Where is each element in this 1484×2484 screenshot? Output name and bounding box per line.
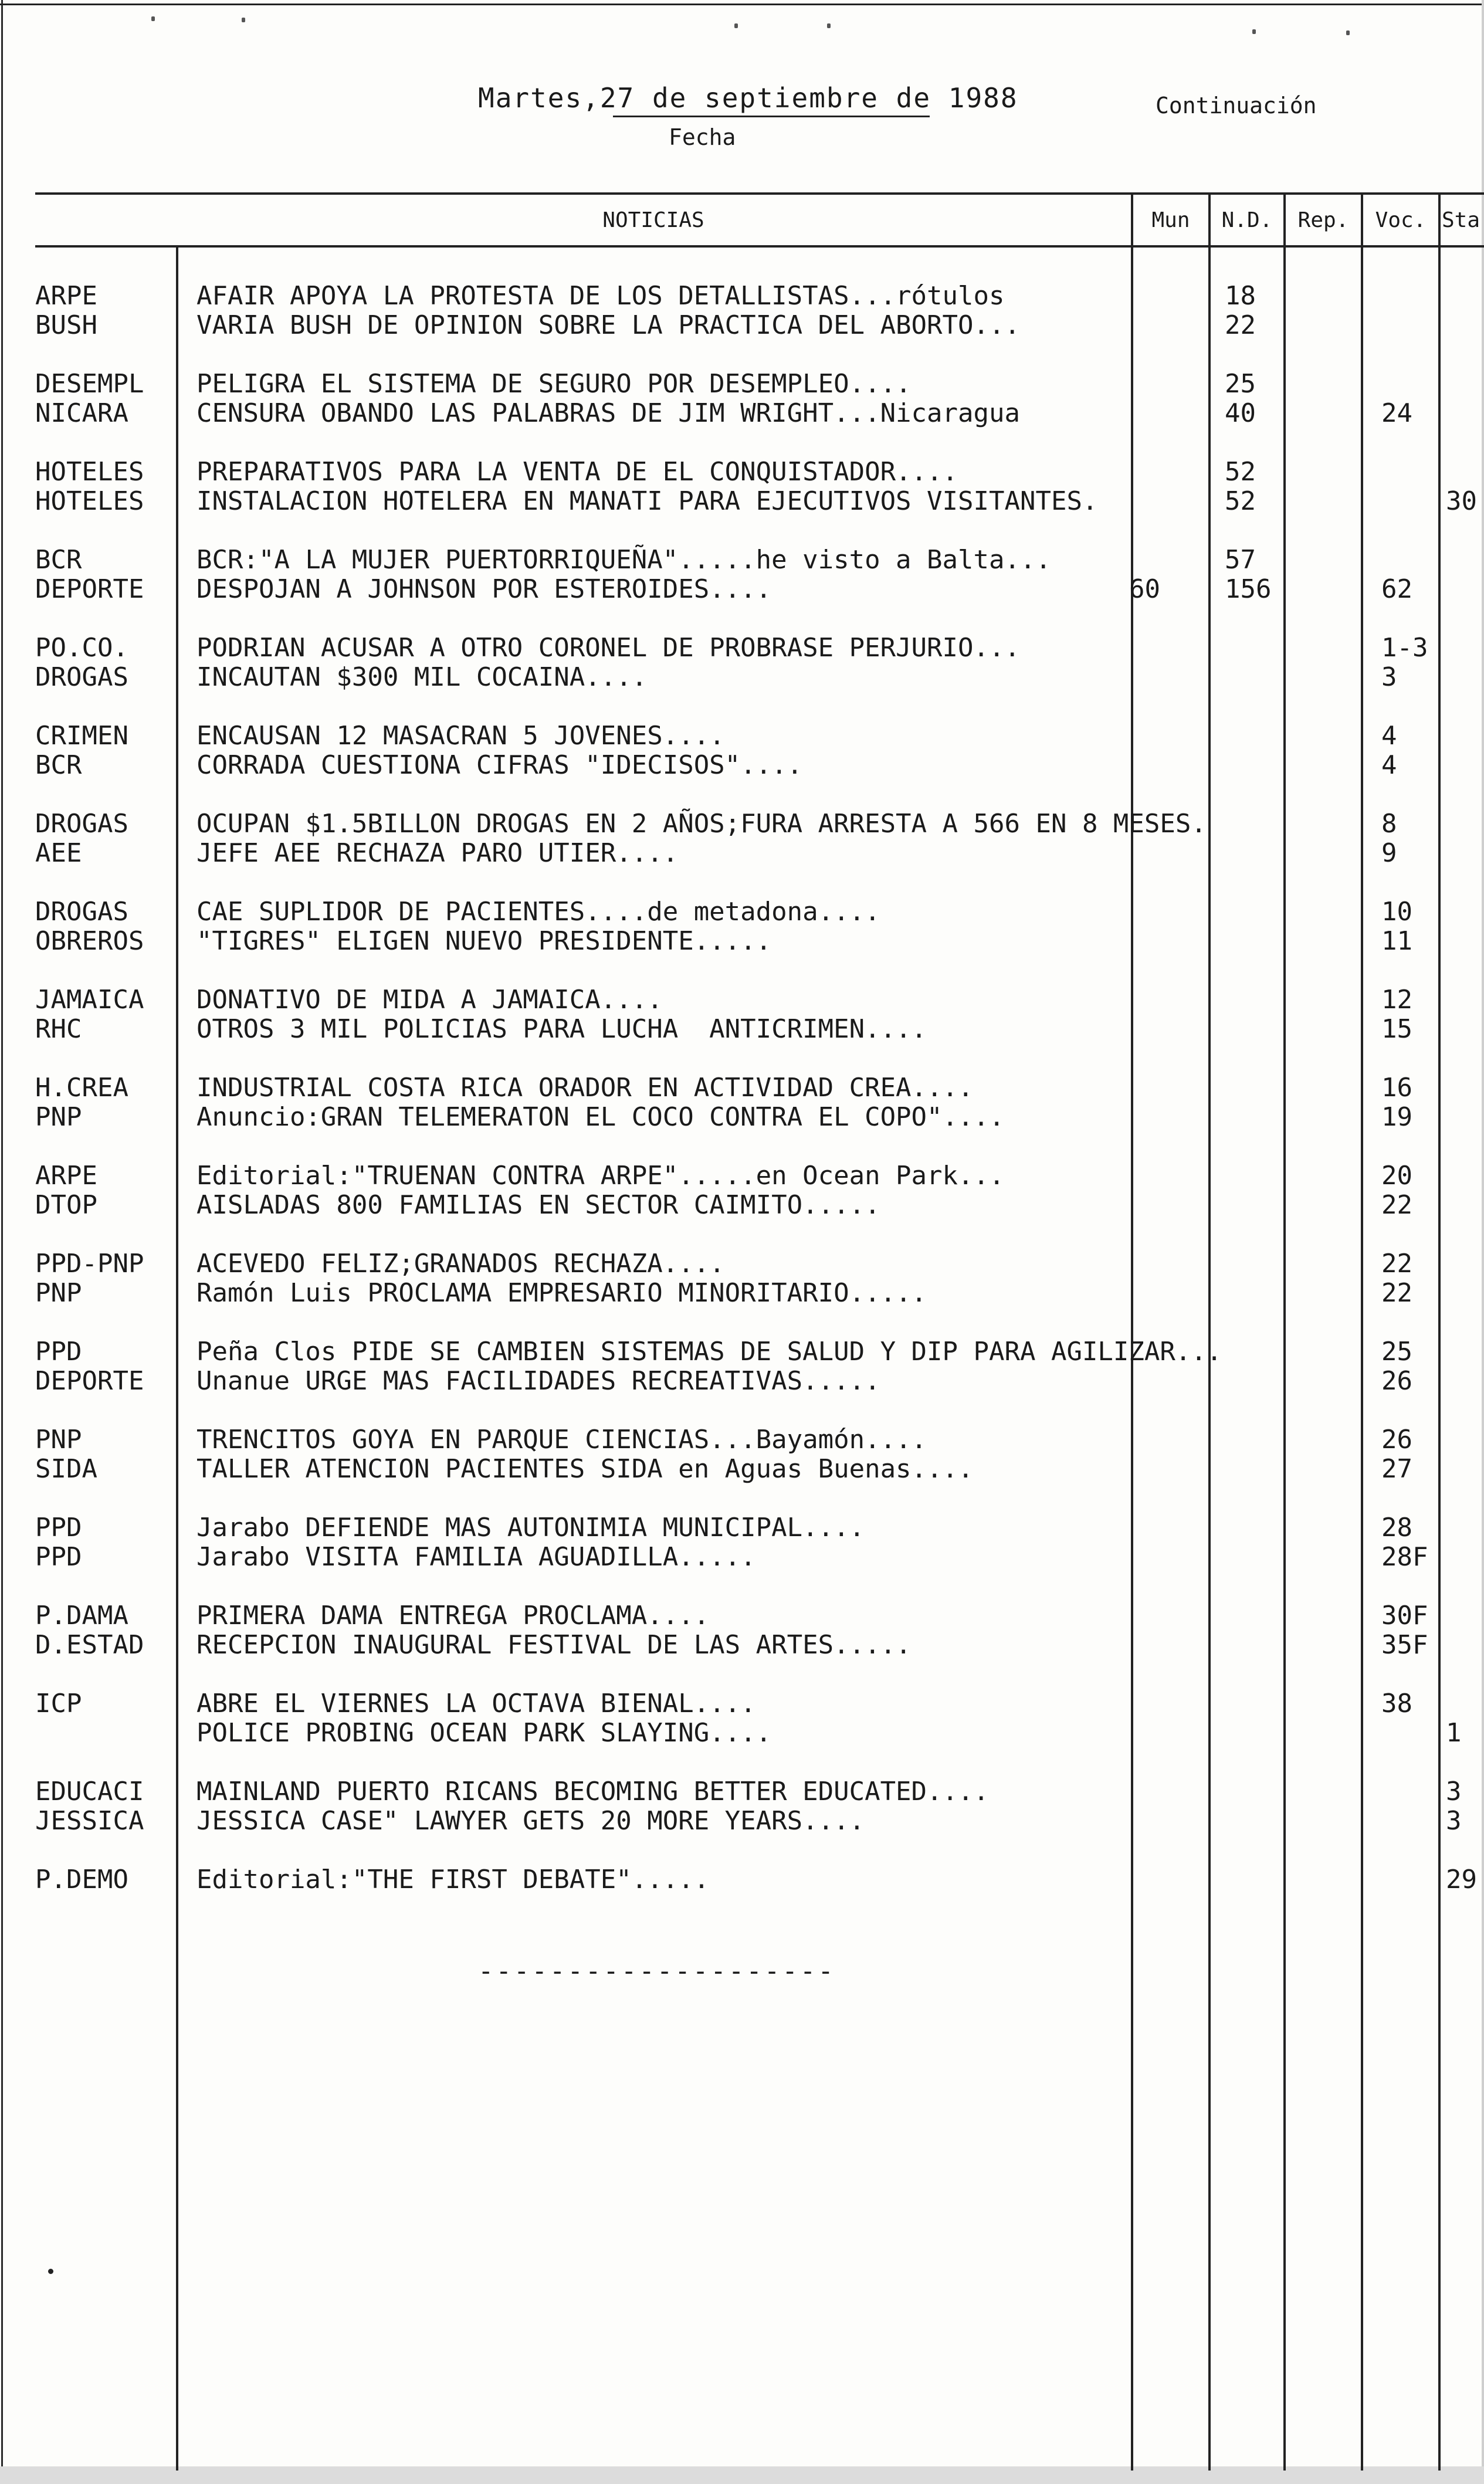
- section-tag: JAMAICA: [35, 985, 144, 1015]
- section-tag: CRIMEN: [35, 721, 128, 751]
- section-tag: PPD: [35, 1513, 82, 1543]
- section-tag: DEPORTE: [35, 1366, 144, 1396]
- headline: ENCAUSAN 12 MASACRAN 5 JOVENES....: [196, 721, 725, 751]
- headline: PREPARATIVOS PARA LA VENTA DE EL CONQUISTADOR....: [196, 457, 958, 487]
- headline: AFAIR APOYA LA PROTESTA DE LOS DETALLISTAS...rótulos: [196, 281, 1005, 311]
- nd-page: 22: [1225, 310, 1256, 340]
- headline: TALLER ATENCION PACIENTES SIDA en Aguas Buenas....: [196, 1454, 974, 1484]
- headline: Jarabo VISITA FAMILIA AGUADILLA.....: [196, 1542, 756, 1572]
- voc-page: 20: [1381, 1161, 1412, 1191]
- punch-mark: [242, 18, 245, 22]
- section-tag: BCR: [35, 750, 82, 780]
- voc-page: 25: [1381, 1337, 1412, 1367]
- table-top-rule: [35, 192, 1484, 195]
- page-right-edge: [1482, 0, 1484, 2484]
- section-tag: DROGAS: [35, 897, 128, 927]
- headline: Peña Clos PIDE SE CAMBIEN SISTEMAS DE SALUD Y DIP PARA AGILIZAR...: [196, 1337, 1222, 1367]
- voc-page: 28F: [1381, 1542, 1428, 1572]
- nd-page: 57: [1225, 545, 1256, 575]
- headline: MAINLAND PUERTO RICANS BECOMING BETTER EDUCATED....: [196, 1777, 990, 1807]
- headline: DONATIVO DE MIDA A JAMAICA....: [196, 985, 663, 1015]
- headline: OTROS 3 MIL POLICIAS PARA LUCHA ANTICRIMEN....: [196, 1014, 927, 1044]
- section-tag: BUSH: [35, 310, 97, 340]
- voc-page: 38: [1381, 1689, 1412, 1719]
- headline: INCAUTAN $300 MIL COCAINA....: [196, 662, 648, 692]
- nd-header: N.D.: [1221, 208, 1273, 232]
- section-tag: NICARA: [35, 398, 128, 428]
- section-tag: ARPE: [35, 1161, 97, 1191]
- nd-page: 25: [1225, 369, 1256, 399]
- voc-page: 30F: [1381, 1601, 1428, 1631]
- rep-header: Rep.: [1297, 208, 1349, 232]
- headline: BCR:"A LA MUJER PUERTORRIQUEÑA".....he visto a Balta...: [196, 545, 1051, 575]
- headline: OCUPAN $1.5BILLON DROGAS EN 2 AÑOS;FURA ARRESTA A 566 EN 8 MESES.: [196, 809, 1207, 839]
- mun-page: 60: [1129, 574, 1160, 604]
- headline: POLICE PROBING OCEAN PARK SLAYING....: [196, 1718, 772, 1748]
- sta-page: 29: [1446, 1865, 1477, 1895]
- section-tag: DROGAS: [35, 662, 128, 692]
- headline: Editorial:"THE FIRST DEBATE".....: [196, 1865, 710, 1895]
- section-tag: PNP: [35, 1278, 82, 1308]
- sta-page: 3: [1446, 1806, 1462, 1836]
- headline: TRENCITOS GOYA EN PARQUE CIENCIAS...Bayamón....: [196, 1425, 927, 1455]
- page-top-edge: [0, 4, 1484, 5]
- section-tag: BCR: [35, 545, 82, 575]
- voc-page: 1-3: [1381, 633, 1428, 663]
- headline: CENSURA OBANDO LAS PALABRAS DE JIM WRIGHT...Nicaragua: [196, 398, 1020, 428]
- voc-page: 24: [1381, 398, 1412, 428]
- voc-page: 26: [1381, 1366, 1412, 1396]
- punch-mark: [151, 16, 155, 21]
- section-tag: PPD: [35, 1337, 82, 1367]
- voc-column-divider: [1361, 192, 1363, 2471]
- nd-page: 52: [1225, 457, 1256, 487]
- headline: Editorial:"TRUENAN CONTRA ARPE".....en Ocean Park...: [196, 1161, 1005, 1191]
- headline: CAE SUPLIDOR DE PACIENTES....de metadona....: [196, 897, 880, 927]
- section-tag: ICP: [35, 1689, 82, 1719]
- section-tag: DEPORTE: [35, 574, 144, 604]
- headline: INDUSTRIAL COSTA RICA ORADOR EN ACTIVIDAD CREA....: [196, 1073, 974, 1103]
- section-tag: DROGAS: [35, 809, 128, 839]
- date-label: Fecha: [669, 124, 736, 150]
- nd-page: 156: [1225, 574, 1272, 604]
- headline: AISLADAS 800 FAMILIAS EN SECTOR CAIMITO.....: [196, 1190, 880, 1220]
- headline: PODRIAN ACUSAR A OTRO CORONEL DE PROBRASE PERJURIO...: [196, 633, 1020, 663]
- sta-page: 1: [1446, 1718, 1462, 1748]
- voc-page: 22: [1381, 1278, 1412, 1308]
- section-tag: H.CREA: [35, 1073, 128, 1103]
- sta-page: 30: [1446, 486, 1477, 516]
- tag-column-divider: [176, 248, 178, 2471]
- rep-column-divider: [1283, 192, 1286, 2471]
- nd-column-divider: [1208, 192, 1211, 2471]
- section-tag: AEE: [35, 838, 82, 868]
- voc-page: 19: [1381, 1102, 1412, 1132]
- section-tag: HOTELES: [35, 457, 144, 487]
- headline: JESSICA CASE" LAWYER GETS 20 MORE YEARS....: [196, 1806, 865, 1836]
- section-tag: PO.CO.: [35, 633, 128, 663]
- section-tag: ARPE: [35, 281, 97, 311]
- section-tag: DESEMPL: [35, 369, 144, 399]
- voc-page: 4: [1381, 721, 1397, 751]
- table-header-rule: [35, 245, 1484, 248]
- punch-mark: [734, 23, 738, 28]
- punch-mark: [827, 23, 831, 28]
- headline: Ramón Luis PROCLAMA EMPRESARIO MINORITARIO.....: [196, 1278, 927, 1308]
- headline: Jarabo DEFIENDE MAS AUTONIMIA MUNICIPAL....: [196, 1513, 865, 1543]
- voc-page: 62: [1381, 574, 1412, 604]
- voc-page: 12: [1381, 985, 1412, 1015]
- nd-page: 40: [1225, 398, 1256, 428]
- mun-header: Mun: [1151, 208, 1190, 232]
- section-tag: D.ESTAD: [35, 1630, 144, 1660]
- section-tag: PNP: [35, 1425, 82, 1455]
- sta-header: Sta: [1442, 208, 1480, 232]
- headline: INSTALACION HOTELERA EN MANATI PARA EJECUTIVOS VISITANTES.: [196, 486, 1098, 516]
- page-left-edge: [1, 0, 3, 2484]
- sta-page: 3: [1446, 1777, 1462, 1807]
- headline: Anuncio:GRAN TELEMERATON EL COCO CONTRA EL COPO"....: [196, 1102, 1005, 1132]
- section-tag: PPD-PNP: [35, 1249, 144, 1279]
- section-tag: HOTELES: [35, 486, 144, 516]
- headline: RECEPCION INAUGURAL FESTIVAL DE LAS ARTES.....: [196, 1630, 912, 1660]
- headline: Unanue URGE MAS FACILIDADES RECREATIVAS.....: [196, 1366, 880, 1396]
- voc-page: 26: [1381, 1425, 1412, 1455]
- punch-mark: [1252, 29, 1256, 34]
- date-underline: [613, 116, 930, 117]
- section-tag: JESSICA: [35, 1806, 144, 1836]
- section-tag: DTOP: [35, 1190, 97, 1220]
- headline: PRIMERA DAMA ENTREGA PROCLAMA....: [196, 1601, 710, 1631]
- headline: "TIGRES" ELIGEN NUEVO PRESIDENTE.....: [196, 926, 772, 956]
- headline: ACEVEDO FELIZ;GRANADOS RECHAZA....: [196, 1249, 725, 1279]
- headline: PELIGRA EL SISTEMA DE SEGURO POR DESEMPLEO....: [196, 369, 912, 399]
- continuation-label: Continuación: [1156, 93, 1317, 118]
- section-tag: EDUCACI: [35, 1777, 144, 1807]
- voc-page: 22: [1381, 1249, 1412, 1279]
- headline: CORRADA CUESTIONA CIFRAS "IDECISOS"....: [196, 750, 803, 780]
- voc-page: 16: [1381, 1073, 1412, 1103]
- section-tag: SIDA: [35, 1454, 97, 1484]
- headline: VARIA BUSH DE OPINION SOBRE LA PRACTICA DEL ABORTO...: [196, 310, 1020, 340]
- voc-page: 35F: [1381, 1630, 1428, 1660]
- punch-mark: [1346, 31, 1350, 35]
- section-tag: PNP: [35, 1102, 82, 1132]
- mun-column-divider: [1131, 192, 1133, 2471]
- end-separator: --------------------: [478, 1956, 836, 1986]
- voc-page: 4: [1381, 750, 1397, 780]
- voc-page: 3: [1381, 662, 1397, 692]
- voc-header: Voc.: [1375, 208, 1427, 232]
- section-tag: PPD: [35, 1542, 82, 1572]
- voc-page: 28: [1381, 1513, 1412, 1543]
- sta-column-divider: [1438, 192, 1441, 2471]
- section-tag: RHC: [35, 1014, 82, 1044]
- nd-page: 52: [1225, 486, 1256, 516]
- voc-page: 10: [1381, 897, 1412, 927]
- headline: DESPOJAN A JOHNSON POR ESTEROIDES....: [196, 574, 772, 604]
- noticias-header: NOTICIAS: [602, 208, 704, 232]
- headline: JEFE AEE RECHAZA PARO UTIER....: [196, 838, 679, 868]
- section-tag: P.DAMA: [35, 1601, 128, 1631]
- ink-speck: [48, 2269, 53, 2274]
- voc-page: 9: [1381, 838, 1397, 868]
- voc-page: 27: [1381, 1454, 1412, 1484]
- voc-page: 22: [1381, 1190, 1412, 1220]
- voc-page: 11: [1381, 926, 1412, 956]
- voc-page: 8: [1381, 809, 1397, 839]
- section-tag: OBREROS: [35, 926, 144, 956]
- nd-page: 18: [1225, 281, 1256, 311]
- page-bottom-edge: [0, 2466, 1484, 2484]
- date-heading: Martes,27 de septiembre de 1988: [478, 82, 1018, 114]
- section-tag: P.DEMO: [35, 1865, 128, 1895]
- voc-page: 15: [1381, 1014, 1412, 1044]
- headline: ABRE EL VIERNES LA OCTAVA BIENAL....: [196, 1689, 756, 1719]
